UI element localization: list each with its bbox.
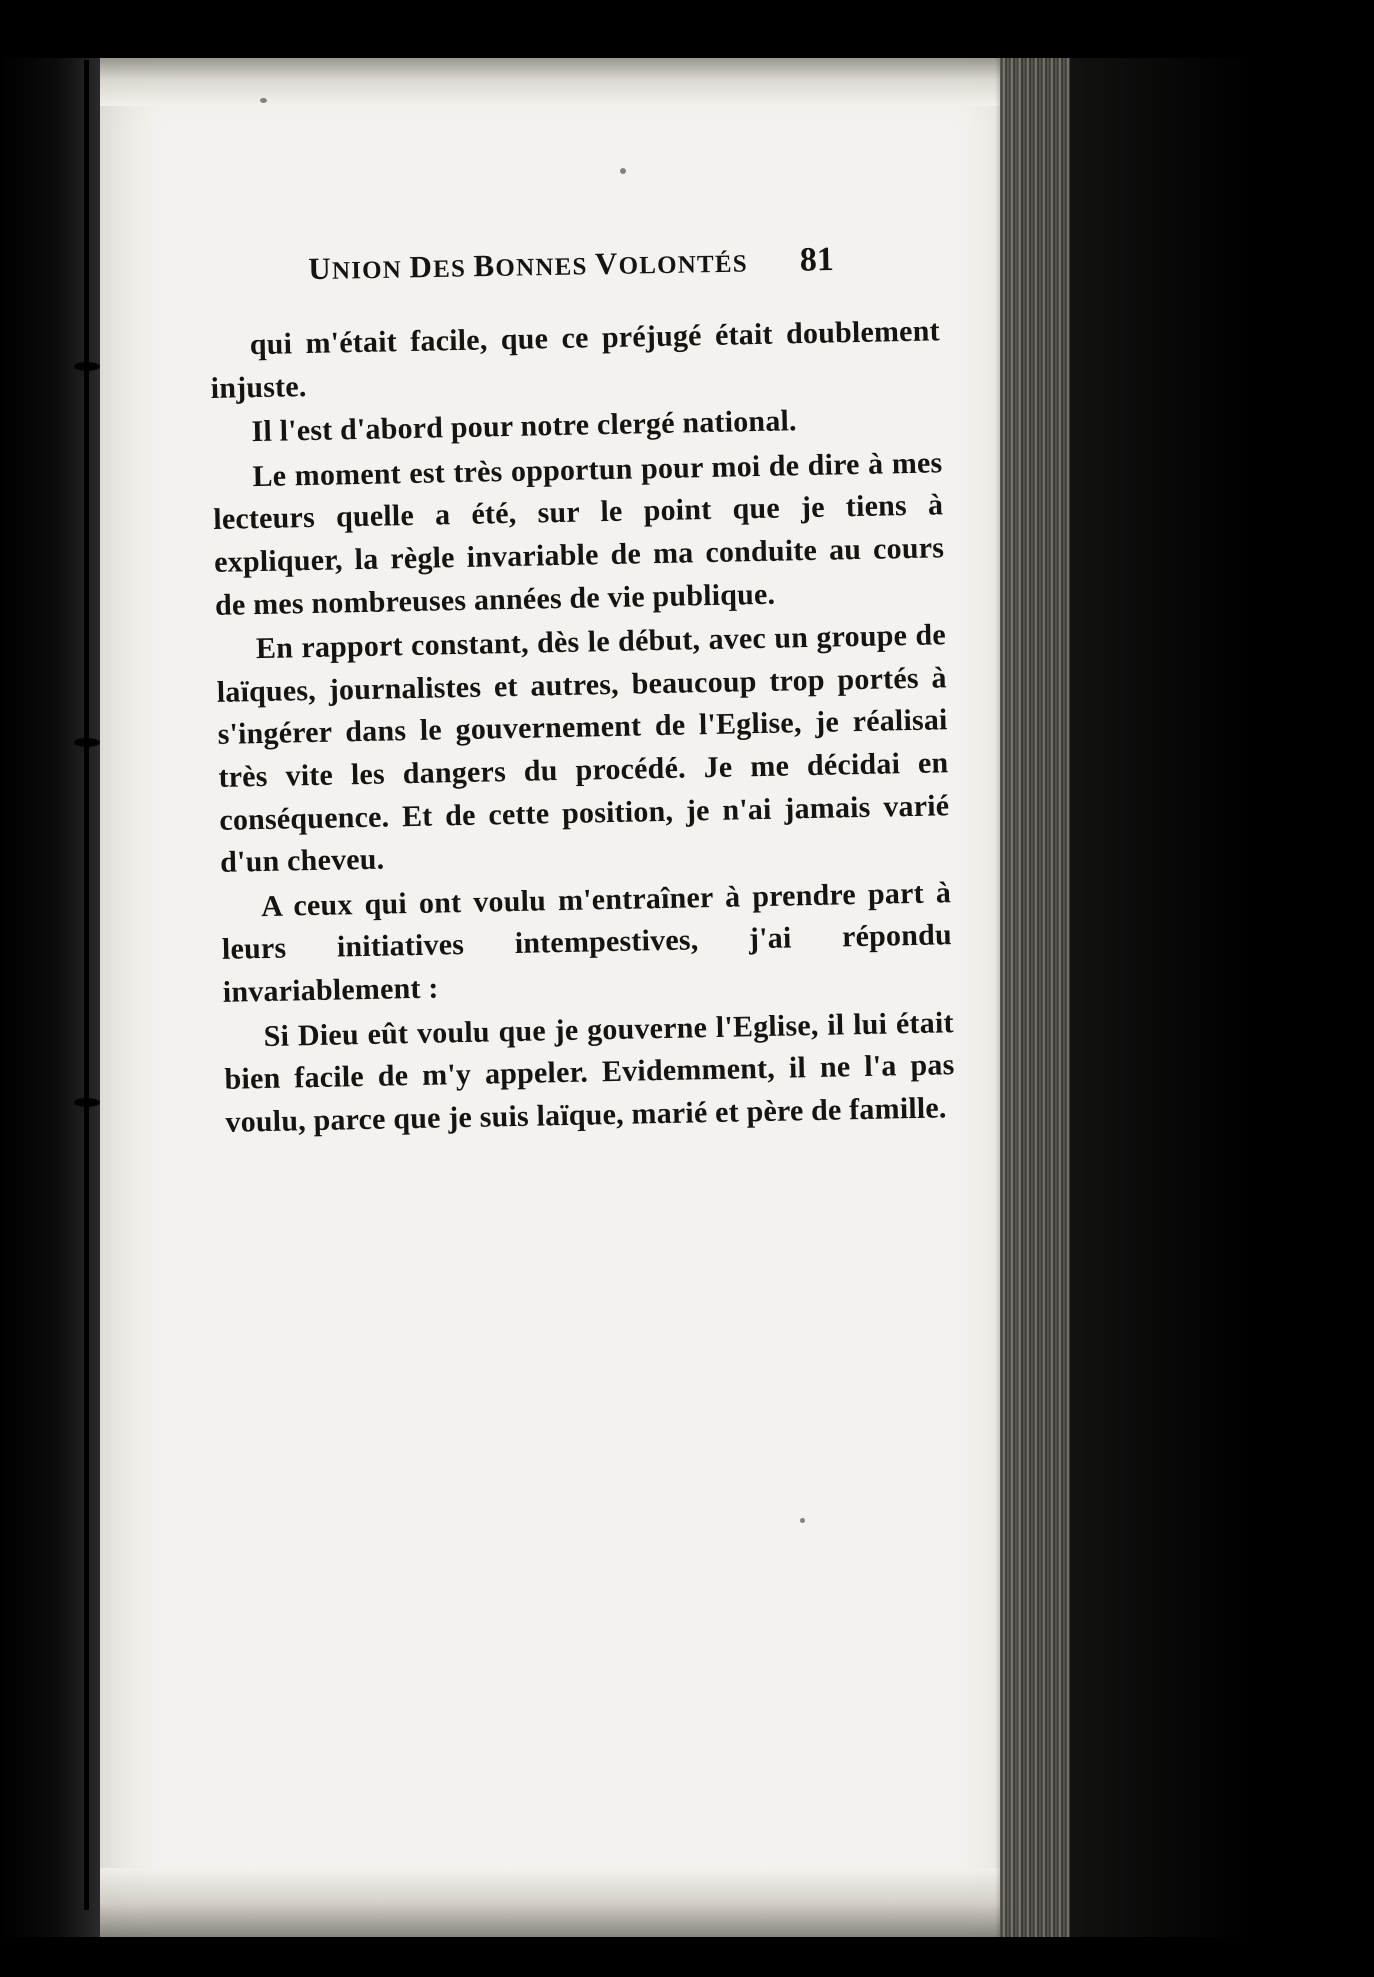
scan-speckle	[620, 168, 626, 174]
scan-bottom-margin	[0, 1937, 1374, 1977]
page-header	[308, 239, 939, 288]
paragraph: Le moment est très opportun pour moi de dire à mes lecteurs quelle a été, sur le point que je tiens à expliquer, la règle invariable de ma conduite au cours de mes nombreuses années de vie publique.	[213, 446, 945, 622]
page-bottom-shadow	[100, 1868, 1020, 1938]
paragraph: En rapport constant, dès le début, avec un groupe de laïques, journalistes et autres, beaucoup trop portés à s'ingérer dans le gouvernement de l'Eglise, je réalisai très vite les dangers du procédé. Je me décidai en conséquence. Et de cette position, je n'ai jamais varié d'un cheveu.	[216, 618, 950, 879]
paragraph: Il l'est d'abord pour notre clergé national.	[251, 404, 798, 449]
paragraph: Si Dieu eût voulu que je gouverne l'Eglise, il lui était bien facile de m'y appeler. Evidemment, il ne l'a pas voulu, parce que je suis laïque, marié et père de famille.	[224, 1005, 955, 1139]
scan-speckle	[800, 1518, 805, 1523]
page-top-shadow	[100, 58, 1020, 106]
gutter-mark	[74, 362, 100, 371]
book-page-edges	[1000, 50, 1072, 1950]
scan-speckle	[260, 98, 267, 103]
page-text-block	[208, 238, 956, 1146]
gutter-rule	[84, 60, 89, 1910]
running-head: UNION DES BONNES VOLONTÉS	[308, 245, 749, 287]
scan-right-margin	[1070, 0, 1374, 1977]
paragraph: A ceux qui ont voulu m'entraîner à prendre part à leurs initiatives intempestives, j'ai répondu invariablement :	[221, 875, 953, 1009]
scan-top-margin	[0, 0, 1374, 58]
paragraph: qui m'était facile, que ce préjugé était doublement injuste.	[210, 314, 941, 405]
book-page	[100, 58, 1020, 1938]
page-number: 81	[799, 240, 835, 279]
gutter-mark	[74, 1098, 100, 1107]
gutter-mark	[74, 738, 100, 747]
